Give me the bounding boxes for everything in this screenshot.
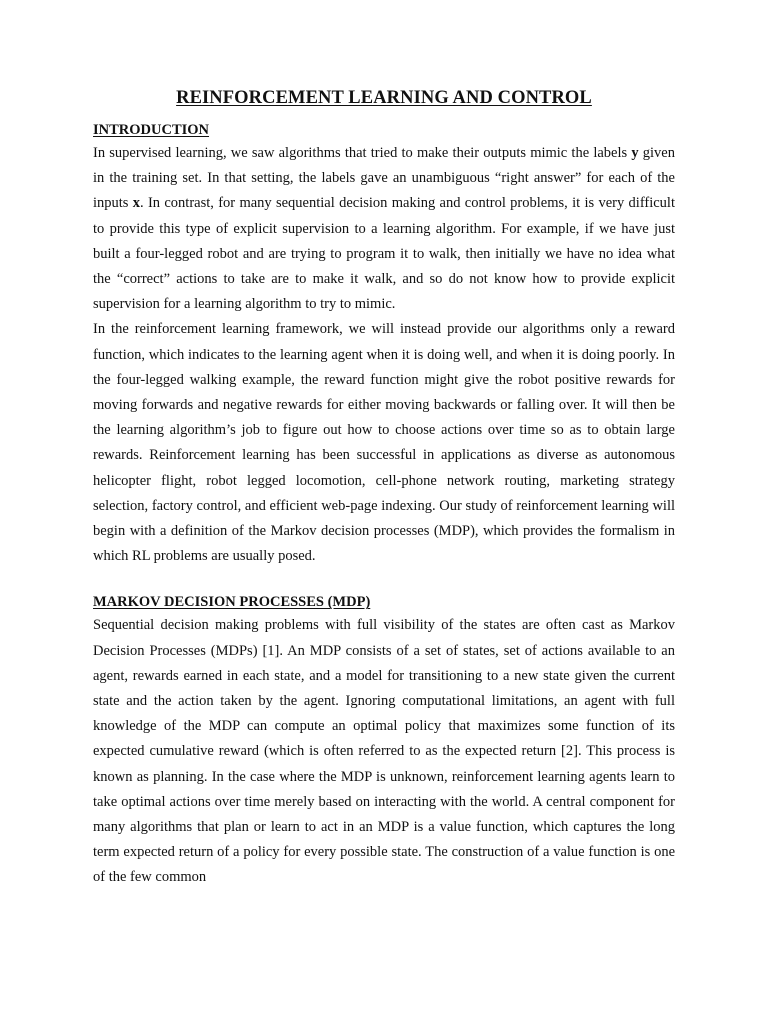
section-heading-mdp: MARKOV DECISION PROCESSES (MDP) — [93, 594, 371, 611]
document-title: REINFORCEMENT LEARNING AND CONTROL — [176, 88, 592, 108]
bold-symbol: x — [132, 195, 141, 212]
bold-symbol: y — [631, 145, 639, 161]
paragraph — [93, 141, 675, 317]
document-page — [93, 88, 675, 891]
paragraph-text: Sequential decision making problems with full visibility of the states are often cast as Markov Decision Processes (MDPs) [1]. An MDP consists of a set of states, set of actions available to an agent, rewards earned in each state, and a model for transitioning to a new state given the current state and the action taken by the agent. Ignoring computational limitations, an agent with full knowledge of the MDP can compute an optimal policy that maximizes some function of its expected cumulative reward (which is often referred to as the expected return [2]. This process is known as planning. In the case where the MDP is unknown, reinforcement learning agents learn to take optimal actions over time merely based on interacting with the world. A central component for many algorithms that plan or learn to act in an MDP is a value function, which captures the long term expected return of a policy for every possible state. The construction of a value function is one of the few common — [93, 617, 675, 886]
paragraph — [93, 317, 675, 569]
section-heading-introduction: INTRODUCTION — [93, 122, 210, 138]
paragraph-text: In supervised learning, we saw algorithms that tried to make their outputs mimic the labels — [93, 145, 632, 161]
paragraph — [93, 613, 675, 890]
paragraph-text: In the reinforcement learning framework, we will instead provide our algorithms only a reward function, which indicates to the learning agent when it is doing well, and when it is doing poorly. In the four-legged walking example, the reward function might give the robot positive rewards for moving forwards and negative rewards for either moving backwards or falling over. It will then be the learning algorithm’s job to figure out how to choose actions over time so as to obtain large rewards. Reinforcement learning has been successful in applications as diverse as autonomous helicopter flight, robot legged locomotion, cell-phone network routing, marketing strategy selection, factory control, and efficient web-page indexing. Our study of reinforcement learning will begin with a definition of the Markov decision processes (MDP), which provides the formalism in which RL problems are usually posed. — [93, 321, 675, 565]
section-spacer — [93, 569, 675, 594]
paragraph-text: given in the training set. In that setting, the labels gave an unambiguous “right answer” for each of the inputs — [93, 145, 675, 212]
paragraph-text: . In contrast, for many sequential decision making and control problems, it is very difficult to provide this type of explicit supervision to a learning algorithm. For example, if we have just built a four-legged robot and are trying to program it to walk, then initially we have no idea what the “correct” actions to take are to make it walk, and so do not know how to provide explicit supervision for a learning algorithm to try to mimic. — [93, 195, 675, 313]
